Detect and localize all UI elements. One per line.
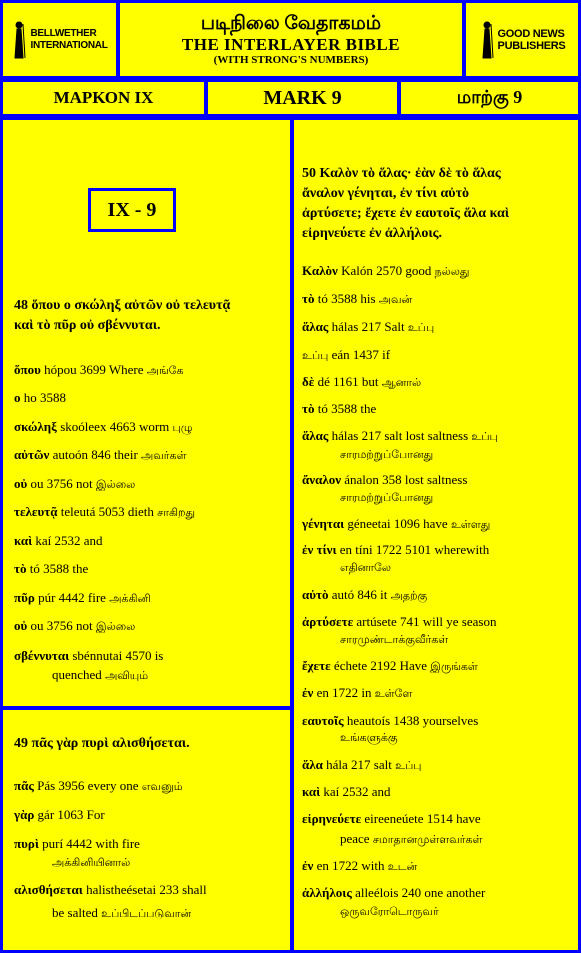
word-greek: καὶ bbox=[302, 784, 321, 799]
word-tamil: உப்பு bbox=[302, 350, 329, 362]
word-greek: ἀρτύσετε bbox=[302, 614, 354, 629]
bellwether-logo-line2: INTERNATIONAL bbox=[30, 39, 108, 51]
word-continuation bbox=[340, 728, 398, 747]
verse-50-greek-line3: ἀρτύσετε; ἔχετε ἐν εαυτοῖς ἅλα καὶ bbox=[302, 206, 510, 221]
word-entry bbox=[302, 756, 421, 775]
word-english: kaí 2532 and bbox=[320, 784, 391, 799]
word-english: géneetai 1096 have bbox=[344, 516, 451, 531]
word-greek: τελευτᾷ bbox=[14, 504, 58, 519]
word-english: alleélois 240 one another bbox=[351, 885, 486, 900]
word-tamil: சமாதானமுள்ளவர்கள் bbox=[372, 834, 483, 846]
word-english: skoóleex 4663 worm bbox=[56, 419, 173, 434]
word-tamil: அவன் bbox=[378, 294, 413, 306]
word-greek: σκώληξ bbox=[14, 419, 57, 434]
word-entry bbox=[14, 835, 140, 853]
word-greek: ἐν bbox=[302, 685, 314, 700]
word-english: échete 2192 Have bbox=[330, 658, 431, 673]
bellwether-logo-line1: BELLWETHER bbox=[30, 27, 97, 39]
word-entry bbox=[14, 806, 105, 824]
word-entry bbox=[14, 881, 207, 899]
verse-50-greek-line1: 50 Καλὸν τὸ ἅλας· ἐὰν δὲ τὸ ἅλας bbox=[302, 166, 501, 181]
word-entry bbox=[302, 471, 467, 489]
word-tamil: அவியும் bbox=[105, 670, 149, 682]
word-greek: ἅλας bbox=[302, 428, 329, 443]
word-english: tó 3588 the bbox=[314, 401, 377, 416]
word-english: púr 4442 fire bbox=[34, 590, 110, 605]
word-english: hála 217 salt bbox=[322, 757, 396, 772]
word-entry bbox=[302, 884, 485, 902]
word-tamil: சாரமுண்டாக்குவீர்கள் bbox=[340, 634, 449, 646]
word-entry bbox=[302, 613, 496, 631]
word-entry bbox=[14, 361, 184, 380]
word-greek: εαυτοῖς bbox=[302, 713, 344, 728]
word-english: autó 846 it bbox=[328, 587, 391, 602]
word-entry bbox=[302, 810, 481, 828]
shepherd-icon bbox=[11, 20, 27, 60]
tab-english: MARK 9 bbox=[205, 79, 400, 117]
word-tamil: அக்கினியினால் bbox=[52, 857, 131, 869]
word-entry bbox=[302, 290, 412, 309]
word-greek: ο bbox=[14, 390, 21, 405]
word-english: Pás 3956 every one bbox=[33, 778, 142, 793]
word-english: ho 3588 bbox=[20, 390, 66, 405]
word-greek: τὸ bbox=[302, 401, 315, 416]
word-greek: αλισθήσεται bbox=[14, 882, 83, 897]
word-english: teleutá 5053 dieth bbox=[57, 504, 158, 519]
verse-50-greek-line2: ἄναλον γένηται, ἐν τίνι αὐτὸ bbox=[302, 186, 470, 201]
word-entry bbox=[302, 427, 498, 446]
word-greek: γὰρ bbox=[14, 807, 35, 822]
word-english: tó 3588 his bbox=[314, 291, 379, 306]
word-english: hálas 217 salt lost saltness bbox=[328, 428, 472, 443]
word-entry bbox=[14, 503, 195, 522]
word-entry bbox=[302, 373, 421, 392]
word-tamil: சாரமற்றுப்போனது bbox=[340, 449, 434, 461]
word-english: gár 1063 For bbox=[34, 807, 105, 822]
word-continuation bbox=[52, 853, 130, 872]
word-english: artúsete 741 will ye season bbox=[353, 614, 497, 629]
word-greek: πᾶς bbox=[14, 778, 34, 793]
word-tamil: சாரமற்றுப்போனது bbox=[340, 492, 434, 504]
word-tamil: சாகிறது bbox=[157, 507, 196, 519]
word-tamil: இல்லை bbox=[95, 479, 136, 491]
word-entry bbox=[14, 647, 163, 665]
word-greek: ἅλα bbox=[302, 757, 323, 772]
word-entry bbox=[14, 560, 88, 578]
word-entry bbox=[14, 446, 187, 465]
word-english: sbénnutai 4570 is bbox=[69, 648, 164, 663]
word-continuation bbox=[340, 488, 433, 507]
verse-50-greek-line4: εἰρηνεύετε ἐν ἀλλήλοις. bbox=[302, 226, 443, 241]
word-greek: αὐτῶν bbox=[14, 447, 50, 462]
word-continuation bbox=[340, 830, 482, 849]
word-greek: καὶ bbox=[14, 533, 33, 548]
word-tamil: உப்பு bbox=[395, 760, 422, 772]
word-entry bbox=[302, 318, 434, 337]
word-english: en 1722 in bbox=[313, 685, 375, 700]
word-entry bbox=[302, 515, 490, 534]
word-tamil: எதினாலே bbox=[340, 562, 391, 574]
word-greek: ἐν bbox=[302, 858, 314, 873]
word-tamil: அக்கினி bbox=[109, 593, 151, 605]
verse-48-greek-line2: καὶ τὸ πῦρ οὐ σβέννυται. bbox=[14, 318, 161, 333]
word-tamil: உடன் bbox=[387, 861, 418, 873]
word-entry bbox=[302, 541, 489, 559]
word-english: hálas 217 Salt bbox=[328, 319, 408, 334]
word-tamil: உப்பு bbox=[471, 431, 498, 443]
word-continuation bbox=[52, 666, 148, 685]
word-entry bbox=[14, 777, 183, 796]
title-tamil: படிநிலை வேதாகமம் bbox=[200, 12, 382, 34]
word-tamil: ஒருவரோடொருவர் bbox=[340, 906, 439, 918]
word-english: heautoís 1438 yourselves bbox=[343, 713, 479, 728]
title-block bbox=[117, 0, 465, 79]
word-english: tó 3588 the bbox=[26, 561, 89, 576]
word-english: hópou 3699 Where bbox=[40, 362, 147, 377]
word-tamil: ஆனால் bbox=[381, 377, 422, 389]
word-continuation bbox=[52, 904, 191, 923]
word-english: ou 3756 not bbox=[27, 618, 96, 633]
word-english: be salted bbox=[52, 905, 102, 920]
word-entry bbox=[14, 617, 135, 636]
word-greek: γένηται bbox=[302, 516, 345, 531]
tab-tamil: மாற்கு 9 bbox=[398, 79, 581, 117]
word-continuation bbox=[340, 902, 439, 921]
word-tamil: உப்பிடப்படுவான் bbox=[101, 908, 192, 920]
good-news-logo-line1: GOOD NEWS bbox=[497, 27, 565, 40]
word-english: autoón 846 their bbox=[49, 447, 142, 462]
word-entry bbox=[14, 475, 135, 494]
word-english: kaí 2532 and bbox=[32, 533, 103, 548]
word-entry bbox=[302, 857, 417, 876]
word-tamil: அதற்கு bbox=[390, 590, 428, 602]
word-english: en 1722 with bbox=[313, 858, 388, 873]
word-entry bbox=[14, 389, 66, 407]
word-entry bbox=[302, 346, 390, 365]
word-greek: τὸ bbox=[302, 291, 315, 306]
word-english: Kalón 2570 good bbox=[337, 263, 435, 278]
shepherd-icon bbox=[479, 20, 495, 60]
word-english: eireeneúete 1514 have bbox=[361, 811, 481, 826]
word-tamil: உள்ளது bbox=[450, 519, 491, 531]
chapter-label: IX - 9 bbox=[88, 188, 176, 232]
word-greek: πῦρ bbox=[14, 590, 35, 605]
word-entry bbox=[14, 589, 151, 608]
word-tamil: அங்கே bbox=[146, 365, 184, 377]
word-entry bbox=[14, 418, 192, 437]
word-english: dé 1161 but bbox=[314, 374, 382, 389]
word-tamil: இல்லை bbox=[95, 621, 136, 633]
word-english: ánalon 358 lost saltness bbox=[341, 472, 468, 487]
word-entry bbox=[302, 586, 427, 605]
word-english: en tíni 1722 5101 wherewith bbox=[336, 542, 490, 557]
word-greek: πυρὶ bbox=[14, 836, 39, 851]
word-english: eán 1437 if bbox=[328, 347, 391, 362]
good-news-logo bbox=[463, 0, 581, 79]
word-entry bbox=[302, 657, 478, 676]
title-main: THE INTERLAYER BIBLE bbox=[181, 34, 401, 54]
word-continuation bbox=[340, 630, 448, 649]
word-entry bbox=[302, 262, 469, 281]
word-english: purí 4442 with fire bbox=[38, 836, 140, 851]
word-tamil: அவர்கள் bbox=[141, 450, 187, 462]
word-tamil: உள்ளே bbox=[374, 688, 413, 700]
tab-greek: ΜΑΡΚΟΝ ΙΧ bbox=[0, 79, 207, 117]
word-greek: οὐ bbox=[14, 476, 28, 491]
word-continuation bbox=[340, 558, 391, 577]
bellwether-logo bbox=[0, 0, 119, 79]
word-greek: ἅλας bbox=[302, 319, 329, 334]
word-greek: ἐν τίνι bbox=[302, 542, 337, 557]
word-greek: οὐ bbox=[14, 618, 28, 633]
word-tamil: இருங்கள் bbox=[430, 661, 478, 673]
word-continuation bbox=[340, 445, 433, 464]
word-tamil: எவனும் bbox=[141, 781, 183, 793]
word-greek: αὐτὸ bbox=[302, 587, 329, 602]
word-greek: τὸ bbox=[14, 561, 27, 576]
word-greek: ἀλλήλοις bbox=[302, 885, 352, 900]
word-entry bbox=[302, 684, 412, 703]
word-entry bbox=[302, 400, 376, 418]
word-english: peace bbox=[340, 831, 373, 846]
word-greek: Καλὸν bbox=[302, 263, 338, 278]
title-sub: (WITH STRONG'S NUMBERS) bbox=[213, 53, 369, 66]
word-tamil: நல்லது bbox=[434, 266, 470, 278]
word-tamil: புழு bbox=[172, 422, 193, 434]
word-greek: ἔχετε bbox=[302, 658, 331, 673]
verse-48-greek-line1: 48 ὅπου ο σκώληξ αὐτῶν οὐ τελευτᾷ bbox=[14, 298, 231, 313]
word-greek: εἰρηνεύετε bbox=[302, 811, 362, 826]
word-greek: ὅπου bbox=[14, 362, 41, 377]
word-english: quenched bbox=[52, 667, 106, 682]
word-greek: ἄναλον bbox=[302, 472, 342, 487]
word-english: ou 3756 not bbox=[27, 476, 96, 491]
word-english: halistheésetai 233 shall bbox=[82, 882, 207, 897]
word-tamil: உங்களுக்கு bbox=[340, 732, 398, 744]
word-greek: δὲ bbox=[302, 374, 315, 389]
word-tamil: உப்பு bbox=[407, 322, 435, 334]
word-entry bbox=[302, 783, 391, 801]
good-news-logo-line2: PUBLISHERS bbox=[497, 39, 566, 52]
verse-49-greek-line: 49 πᾶς γὰρ πυρὶ αλισθήσεται. bbox=[14, 736, 190, 751]
word-greek: σβέννυται bbox=[14, 648, 70, 663]
word-entry bbox=[14, 532, 103, 550]
